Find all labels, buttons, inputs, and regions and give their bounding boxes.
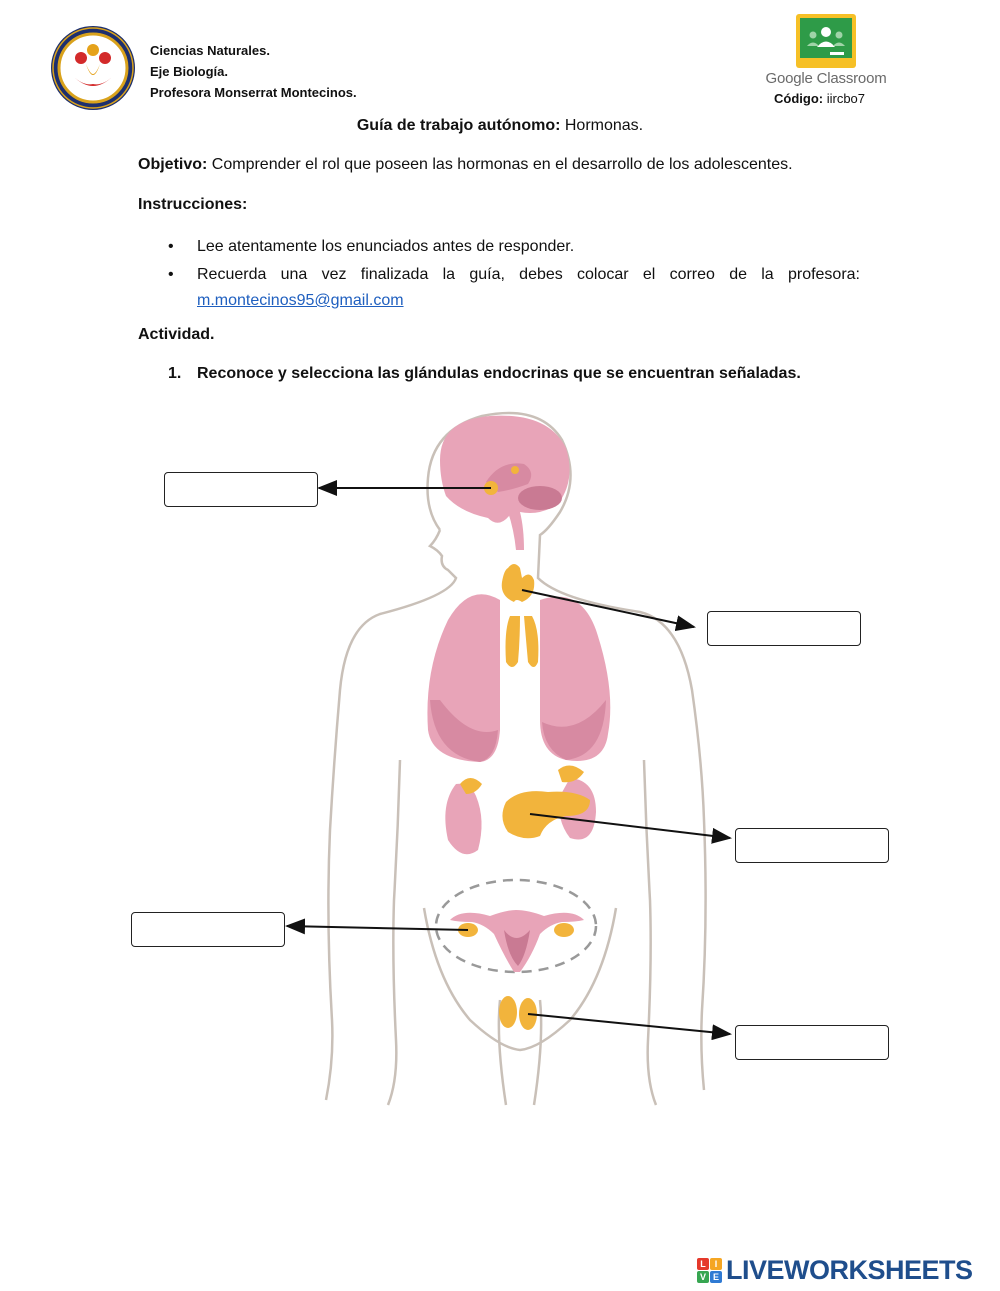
teacher-email-link[interactable]: m.montecinos95@gmail.com — [197, 292, 404, 309]
answer-box-testes[interactable] — [735, 1025, 889, 1060]
instruction-text: Lee atentamente los enunciados antes de responder. — [197, 238, 575, 255]
activity-title: Actividad. — [138, 326, 215, 343]
answer-box-ovary[interactable] — [131, 912, 285, 947]
liveworksheets-icon — [697, 1258, 722, 1283]
endocrine-diagram — [0, 400, 1000, 1120]
answer-box-pituitary[interactable] — [164, 472, 318, 507]
teacher-line: Profesora Monserrat Montecinos. — [150, 85, 357, 100]
instructions-title: Instrucciones: — [138, 196, 248, 213]
header-info — [150, 40, 357, 103]
guide-title-bold: Guía de trabajo autónomo: — [356, 117, 561, 134]
right-adrenal-gland — [558, 765, 584, 782]
objective — [138, 156, 793, 174]
body-illustration — [0, 400, 1000, 1120]
code-value: iircbo7 — [826, 91, 866, 106]
objective-label: Objetivo: — [138, 156, 208, 173]
guide-title-rest: Hormonas. — [560, 117, 644, 134]
answer-box-thyroid[interactable] — [707, 611, 861, 646]
classroom-brand-text: Google Classroom — [765, 70, 887, 87]
classroom-icon — [796, 14, 856, 68]
lw-square: L — [697, 1258, 709, 1270]
left-kidney — [445, 784, 481, 854]
right-ovary — [554, 923, 574, 937]
google-classroom-logo — [762, 14, 890, 87]
objective-text: Comprender el rol que poseen las hormonas en el desarrollo de los adolescentes. — [207, 156, 793, 173]
instruction-text: • Recuerda una vez finalizada la guía, debes colocar el correo de la profesora: — [197, 266, 860, 283]
brain — [440, 416, 570, 550]
liveworksheets-text: LIVEWORKSHEETS — [726, 1255, 973, 1285]
guide-title — [0, 117, 1000, 135]
arrow-ovary — [287, 926, 468, 930]
lw-square: E — [710, 1271, 722, 1283]
question-text: Reconoce y selecciona las glándulas endocrinas que se encuentran señaladas. — [197, 365, 801, 382]
school-logo — [48, 24, 138, 112]
instruction-item — [168, 262, 860, 314]
thyroid-gland — [502, 564, 535, 602]
instructions-list — [168, 234, 860, 314]
liveworksheets-brand — [697, 1255, 973, 1286]
lw-square: V — [697, 1271, 709, 1283]
code-label: Código: — [774, 91, 824, 106]
lw-square: I — [710, 1258, 722, 1270]
axis-line: Eje Biología. — [150, 64, 229, 79]
answer-box-pancreas[interactable] — [735, 828, 889, 863]
testes — [499, 996, 537, 1030]
arrow-pancreas — [530, 814, 730, 838]
subject-line: Ciencias Naturales. — [150, 43, 270, 58]
question-number: 1. — [168, 365, 182, 382]
question-1 — [168, 365, 801, 383]
classroom-code — [774, 91, 865, 106]
instruction-item — [168, 234, 860, 260]
thymus-gland — [506, 616, 539, 667]
pineal-gland — [511, 466, 519, 474]
